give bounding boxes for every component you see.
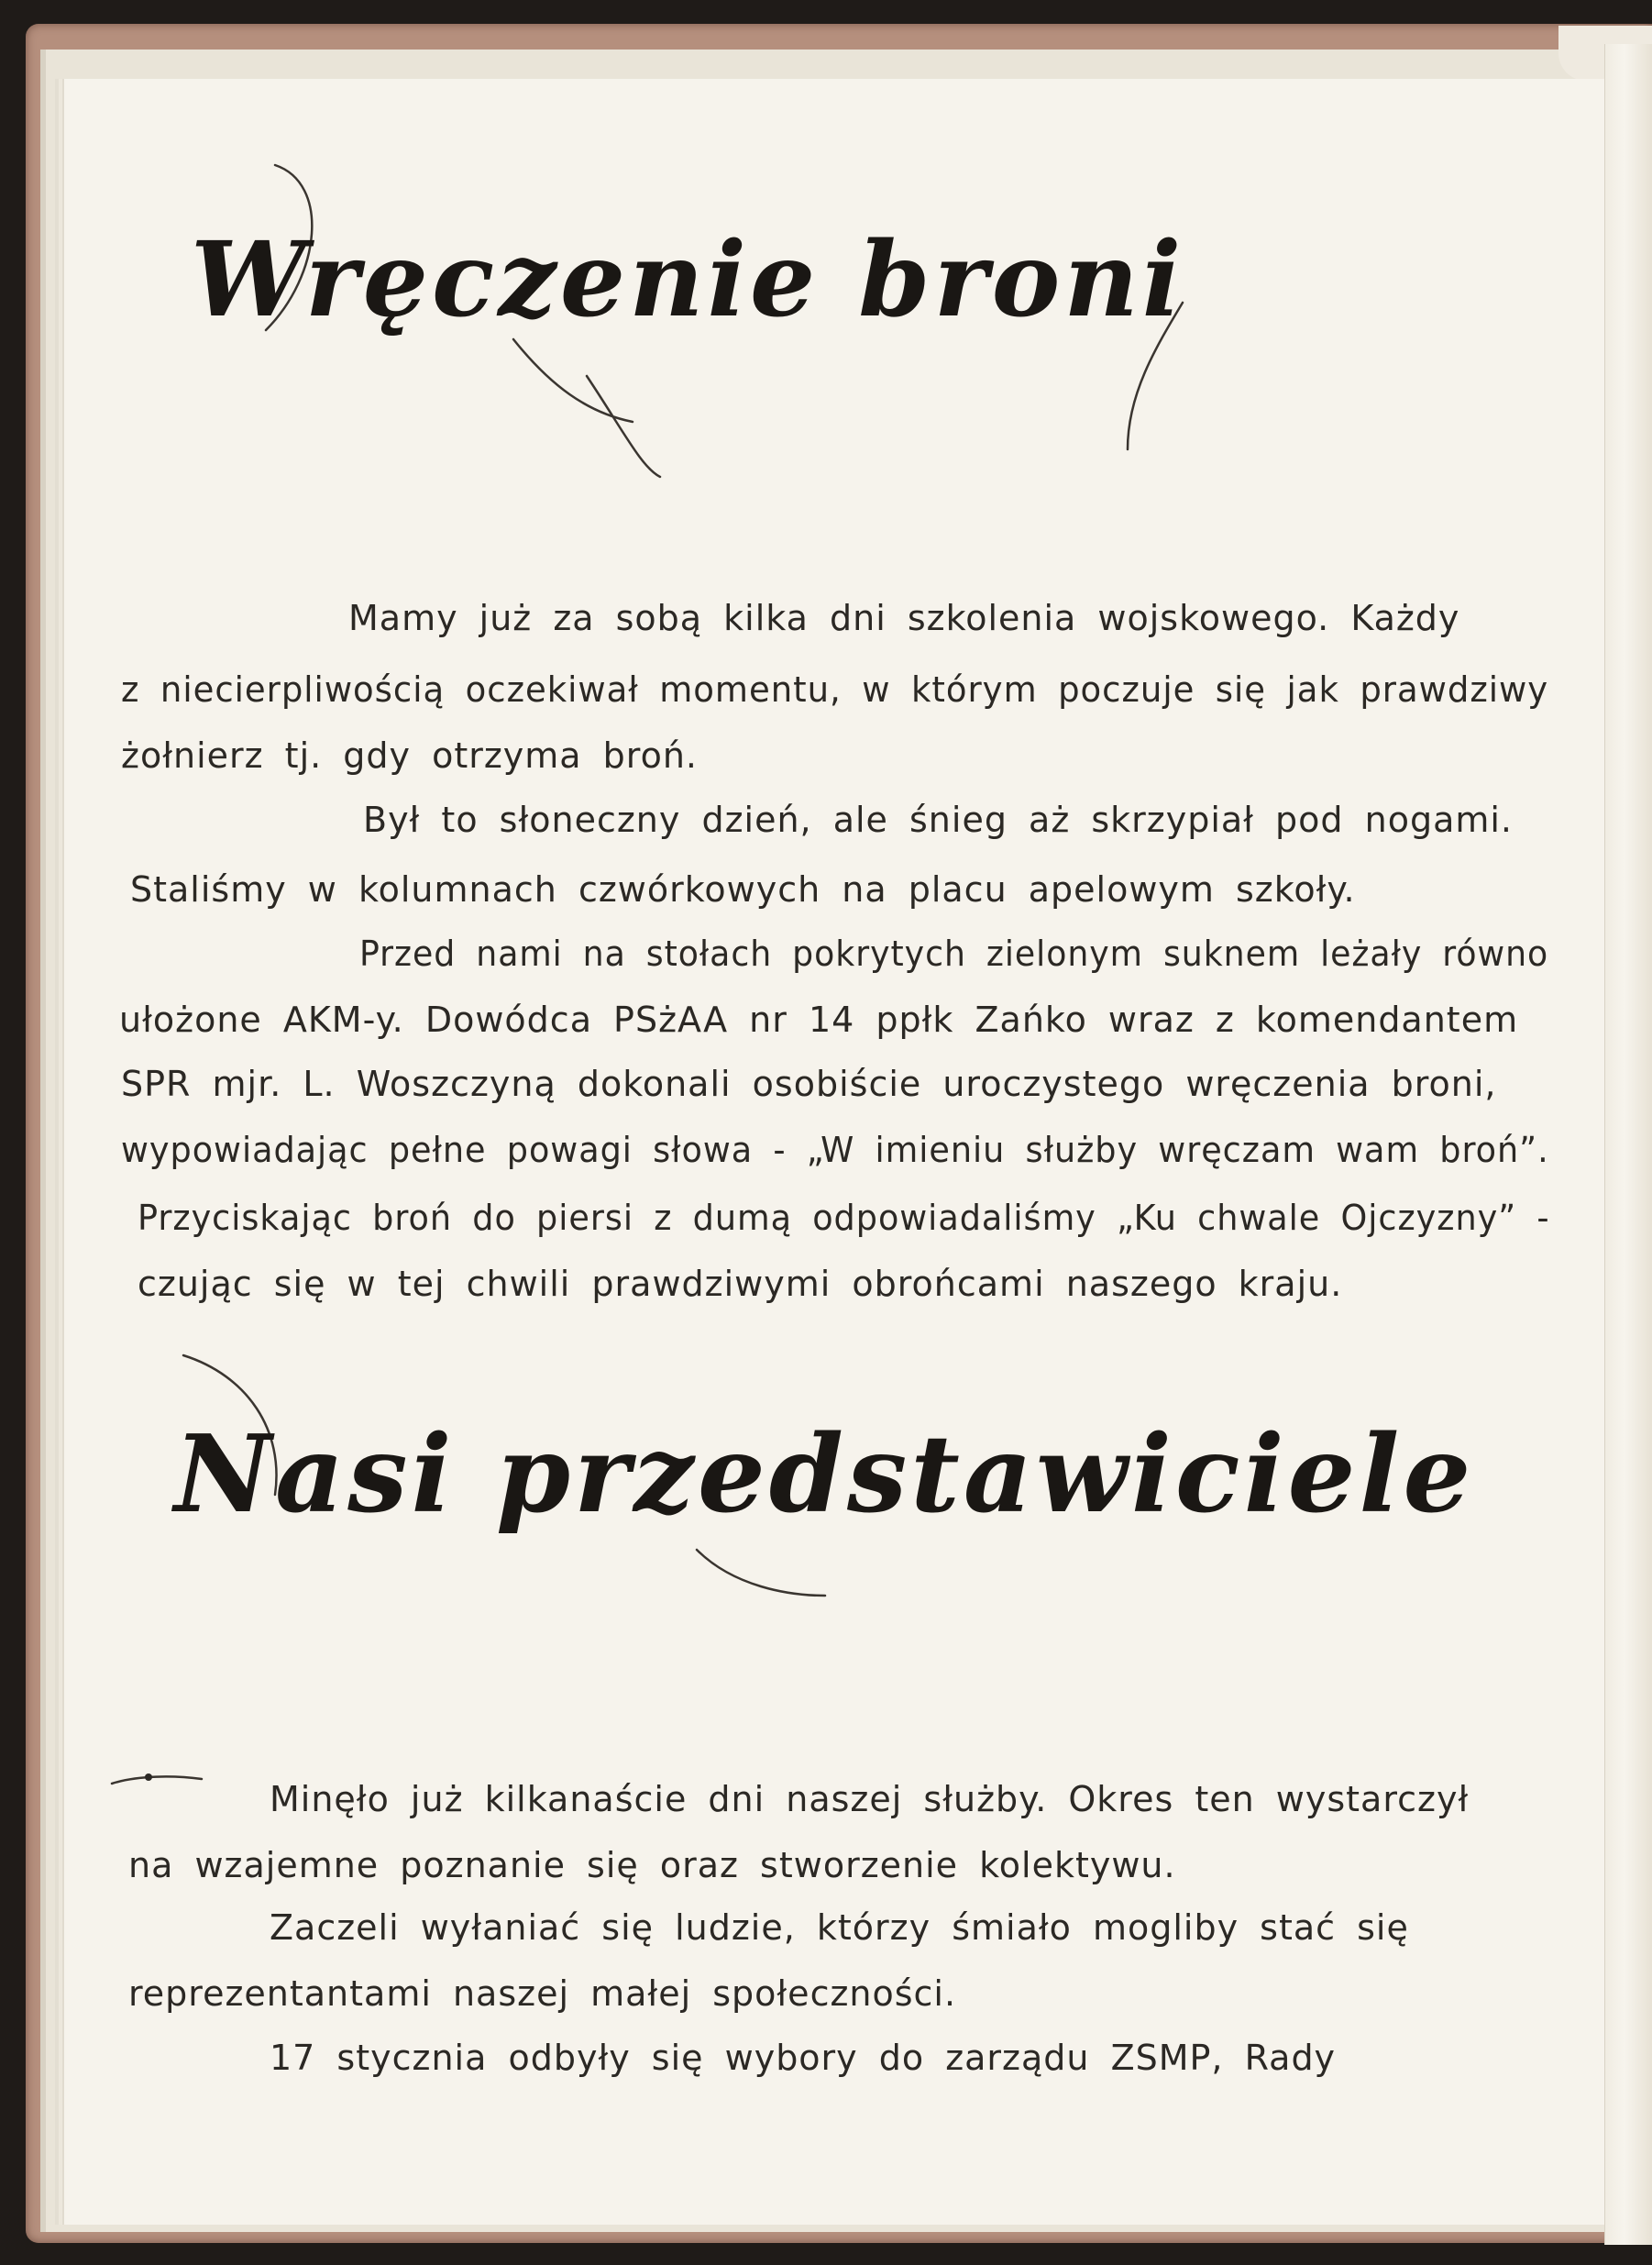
text-line: z niecierpliwością oczekiwał momentu, w którym poczuje się jak prawdziwy	[121, 669, 1549, 710]
heading-wreczenie-broni: Wręczenie broni	[191, 220, 1185, 340]
text-line: Przyciskając broń do piersi z dumą odpowiadaliśmy „Ku chwale Ojczyzny” -	[138, 1198, 1550, 1238]
text-line: SPR mjr. L. Woszczyną dokonali osobiście uroczystego wręczenia broni,	[121, 1064, 1497, 1104]
text-line: na wzajemne poznanie się oraz stworzenie kolektywu.	[128, 1845, 1176, 1885]
text-line: Zaczeli wyłaniać się ludzie, którzy śmiało mogliby stać się	[270, 1907, 1409, 1948]
text-line: czując się w tej chwili prawdziwymi obrońcami naszego kraju.	[138, 1264, 1343, 1304]
text-line: Mamy już za sobą kilka dni szkolenia wojskowego. Każdy	[348, 598, 1460, 638]
text-line: Minęło już kilkanaście dni naszej służby. Okres ten wystarczył	[270, 1779, 1470, 1819]
text-line: 17 stycznia odbyły się wybory do zarządu ZSMP, Rady	[270, 2038, 1337, 2078]
book-spine	[1604, 44, 1652, 2245]
text-line: Przed nami na stołach pokrytych zielonym suknem leżały równo	[359, 934, 1549, 974]
ink-dot	[125, 1766, 156, 1786]
heading-nasi-przedstawiciele: Nasi przedstawiciele	[174, 1412, 1475, 1537]
text-line: Był to słoneczny dzień, ale śnieg aż skrzypiał pod nogami.	[363, 800, 1514, 840]
text-line: żołnierz tj. gdy otrzyma broń.	[121, 735, 698, 776]
text-line: ułożone AKM-y. Dowódca PSżAA nr 14 ppłk Zańko wraz z komendantem	[119, 1000, 1519, 1040]
text-line: Staliśmy w kolumnach czwórkowych na placu apelowym szkoły.	[130, 869, 1356, 910]
text-line: wypowiadając pełne powagi słowa - „W imieniu służby wręczam wam broń”.	[121, 1130, 1549, 1170]
text-line: reprezentantami naszej małej społeczności.	[128, 1973, 957, 2014]
